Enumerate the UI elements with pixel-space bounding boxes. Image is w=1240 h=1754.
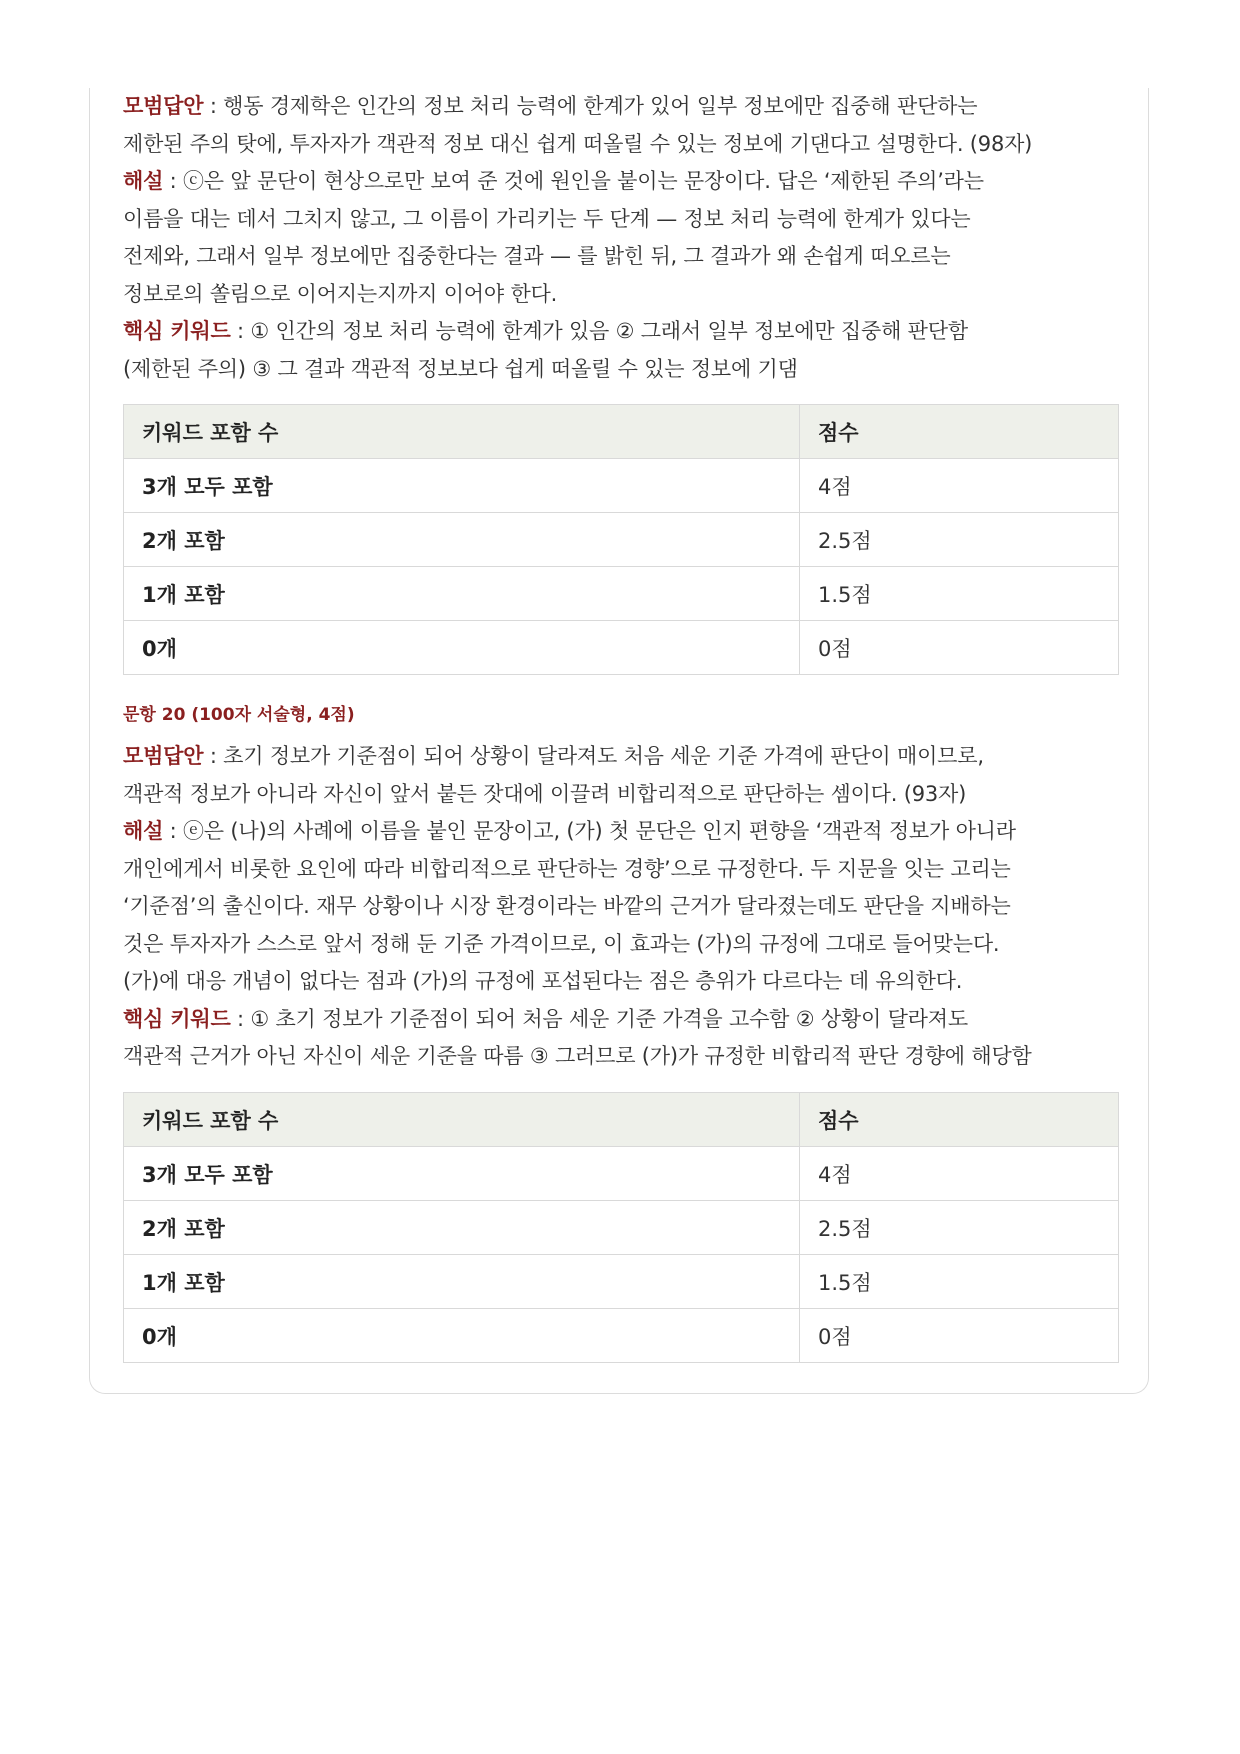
q20-explanation-line: 것은 투자자가 스스로 앞서 정해 둔 기준 가격이므로, 이 효과는 (가)의 규정에 그대로 들어맞는다.	[123, 931, 1000, 956]
score-cell: 0점	[800, 1309, 1119, 1363]
q20-keywords	[123, 1001, 1123, 1076]
separator: :	[163, 169, 183, 193]
q19-explanation-line: 정보로의 쏠림으로 이어지는지까지 이어야 한다.	[123, 281, 558, 306]
q20-score-table	[123, 1092, 1119, 1363]
model-answer-label: 모범답안	[123, 94, 204, 118]
separator: :	[203, 744, 224, 768]
q20-explanation-line: (가)에 대응 개념이 없다는 점과 (가)의 규정에 포섭된다는 점은 층위가 다르다는 데 유의한다.	[123, 969, 963, 993]
q19-section	[123, 88, 1123, 388]
keyword-count-cell: 2개 포함	[124, 1201, 800, 1255]
q20-heading-wrap	[123, 703, 1123, 727]
table-row	[124, 1255, 1119, 1309]
q20-explanation	[123, 813, 1123, 1001]
q19-keywords-line: ① 인간의 정보 처리 능력에 한계가 있음 ② 그래서 일부 정보에만 집중해 판단함	[250, 319, 968, 343]
q20-explanation-line: 개인에게서 비롯한 요인에 따라 비합리적으로 판단하는 경향’으로 규정한다. 두 지문을 잇는 고리는	[123, 856, 1011, 881]
explanation-label: 해설	[123, 819, 164, 843]
keyword-count-cell: 3개 모두 포함	[124, 1147, 800, 1201]
explanation-label: 해설	[123, 169, 164, 193]
q20-score-table-wrap	[123, 1092, 1123, 1363]
header-score: 점수	[800, 405, 1119, 459]
keyword-count-cell: 0개	[124, 1309, 800, 1363]
table-row	[124, 1201, 1119, 1255]
q20-model-answer-line: 객관적 정보가 아니라 자신이 앞서 붙든 잣대에 이끌려 비합리적으로 판단하는 셈이다. (93자)	[123, 781, 967, 806]
q19-explanation-line: 이름을 대는 데서 그치지 않고, 그 이름이 가리키는 두 단계 — 정보 처리 능력에 한계가 있다는	[123, 206, 971, 231]
score-cell: 4점	[800, 459, 1119, 513]
q20-keywords-line: 객관적 근거가 아닌 자신이 세운 기준을 따름 ③ 그러므로 (가)가 규정한 비합리적 판단 경향에 해당함	[123, 1044, 1032, 1068]
table-header-row	[124, 405, 1119, 459]
q19-explanation	[123, 163, 1123, 313]
keyword-count-cell: 2개 포함	[124, 513, 800, 567]
score-cell: 0점	[800, 621, 1119, 675]
table-row	[124, 621, 1119, 675]
q19-keywords-line: (제한된 주의) ③ 그 결과 객관적 정보보다 쉽게 떠올릴 수 있는 정보에 기댐	[123, 356, 798, 381]
q19-score-table-wrap	[123, 404, 1123, 675]
separator: :	[230, 319, 251, 343]
table-row	[124, 513, 1119, 567]
q19-model-answer	[123, 88, 1123, 163]
keywords-label: 핵심 키워드	[123, 319, 231, 343]
score-cell: 4점	[800, 1147, 1119, 1201]
q20-keywords-line: ① 초기 정보가 기준점이 되어 처음 세운 기준 가격을 고수함 ② 상황이 달라져도	[250, 1006, 968, 1031]
separator: :	[230, 1006, 251, 1031]
q19-score-table	[123, 404, 1119, 675]
q20-explanation-line: ⓔ은 (나)의 사례에 이름을 붙인 문장이고, (가) 첫 문단은 인지 편향을 ‘객관적 정보가 아니라	[183, 819, 1016, 843]
header-score: 점수	[800, 1093, 1119, 1147]
header-keyword-count: 키워드 포함 수	[124, 405, 800, 459]
keyword-count-cell: 1개 포함	[124, 567, 800, 621]
keyword-count-cell: 3개 모두 포함	[124, 459, 800, 513]
q20-section	[123, 738, 1123, 1076]
q20-model-answer	[123, 738, 1123, 813]
score-cell: 2.5점	[800, 1201, 1119, 1255]
q20-model-answer-line: 초기 정보가 기준점이 되어 상황이 달라져도 처음 세운 기준 가격에 판단이 매이므로,	[223, 744, 984, 768]
separator: :	[163, 819, 183, 843]
keywords-label: 핵심 키워드	[123, 1006, 231, 1031]
q19-explanation-line: ⓒ은 앞 문단이 현상으로만 보여 준 것에 원인을 붙이는 문장이다. 답은 ‘제한된 주의’라는	[183, 169, 984, 193]
q19-keywords	[123, 313, 1123, 388]
keyword-count-cell: 0개	[124, 621, 800, 675]
header-keyword-count: 키워드 포함 수	[124, 1093, 800, 1147]
score-cell: 1.5점	[800, 567, 1119, 621]
model-answer-label: 모범답안	[123, 744, 204, 768]
q19-model-answer-line: 행동 경제학은 인간의 정보 처리 능력에 한계가 있어 일부 정보에만 집중해 판단하는	[223, 94, 978, 118]
table-row	[124, 1309, 1119, 1363]
q20-heading: 문항 20 (100자 서술형, 4점)	[123, 705, 355, 725]
separator: :	[203, 94, 224, 118]
table-row	[124, 1147, 1119, 1201]
q19-model-answer-line: 제한된 주의 탓에, 투자자가 객관적 정보 대신 쉽게 떠올릴 수 있는 정보에 기댄다고 설명한다. (98자)	[123, 131, 1033, 156]
keyword-count-cell: 1개 포함	[124, 1255, 800, 1309]
q19-explanation-line: 전제와, 그래서 일부 정보에만 집중한다는 결과 — 를 밝힌 뒤, 그 결과가 왜 손쉽게 떠오르는	[123, 244, 951, 268]
table-header-row	[124, 1093, 1119, 1147]
score-cell: 1.5점	[800, 1255, 1119, 1309]
table-row	[124, 567, 1119, 621]
score-cell: 2.5점	[800, 513, 1119, 567]
table-row	[124, 459, 1119, 513]
q20-explanation-line: ‘기준점’의 출신이다. 재무 상황이나 시장 환경이라는 바깥의 근거가 달라졌는데도 판단을 지배하는	[123, 894, 1011, 918]
